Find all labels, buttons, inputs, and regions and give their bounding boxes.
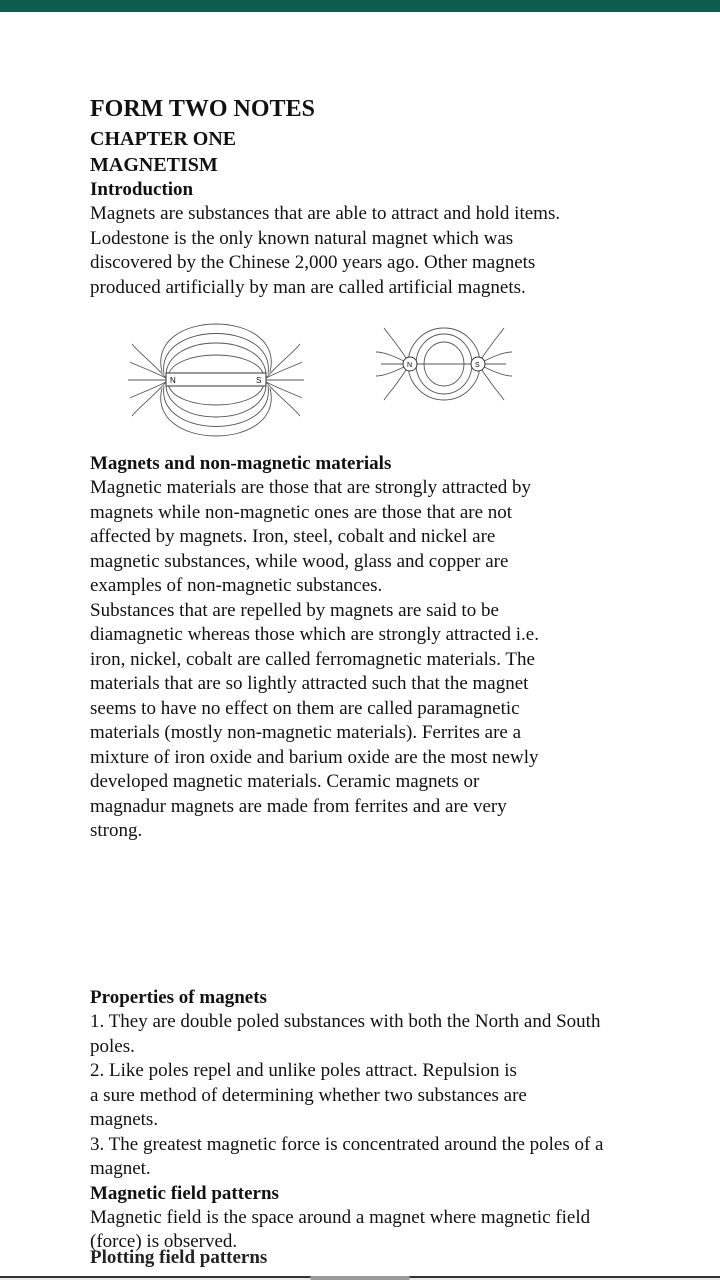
next-heading-text: Plotting field patterns	[90, 1247, 268, 1268]
materials-line: affected by magnets. Iron, steel, cobalt and nickel are	[90, 526, 496, 547]
intro-heading: Introduction	[90, 179, 194, 200]
materials-section	[90, 452, 610, 844]
pole-north-label: N	[407, 362, 413, 369]
bar-south-label: S	[256, 376, 262, 385]
property-line: 3. The greatest magnetic force is concentrated around the poles of a	[90, 1133, 604, 1155]
magnetic-field-figure	[126, 312, 536, 452]
intro-line: produced artificially by man are called artificial magnets.	[90, 276, 526, 298]
materials-line: materials that are so lightly attracted such that the magnet	[90, 673, 529, 694]
properties-section	[90, 986, 680, 1255]
materials-line: mixture of iron oxide and barium oxide are the most newly	[90, 746, 539, 768]
field-patterns-line: (force) is observed.	[90, 1231, 238, 1252]
property-line: 1. They are double poled substances with both the North and South	[90, 1011, 601, 1032]
page-title: FORM TWO NOTES	[90, 96, 315, 122]
bottom-nav-bar	[0, 1276, 720, 1280]
topic-heading: MAGNETISM	[90, 154, 218, 176]
materials-line: Substances that are repelled by magnets are said to be	[90, 599, 499, 621]
materials-line: iron, nickel, cobalt are called ferromagnetic materials. The	[90, 648, 535, 670]
properties-heading: Properties of magnets	[90, 987, 267, 1008]
property-line: magnet.	[90, 1158, 151, 1179]
bar-north-label: N	[170, 376, 176, 385]
property-line: poles.	[90, 1035, 135, 1057]
property-line: magnets.	[90, 1109, 159, 1130]
materials-line: strong.	[90, 820, 143, 841]
home-indicator[interactable]	[310, 1276, 410, 1280]
intro-paragraph	[90, 202, 680, 300]
materials-line: magnets while non-magnetic ones are those that are not	[90, 501, 513, 523]
chapter-heading: CHAPTER ONE	[90, 128, 237, 150]
materials-heading: Magnets and non-magnetic materials	[90, 453, 392, 474]
cut-off-heading	[90, 1247, 270, 1268]
document-page	[90, 92, 680, 300]
materials-line: Magnetic materials are those that are strongly attracted by	[90, 477, 532, 498]
materials-line: diamagnetic whereas those which are strongly attracted i.e.	[90, 624, 539, 645]
materials-line: magnadur magnets are made from ferrites and are very	[90, 795, 507, 817]
property-line: a sure method of determining whether two substances are	[90, 1084, 527, 1106]
intro-line: Lodestone is the only known natural magnet which was	[90, 227, 514, 249]
materials-line: developed magnetic materials. Ceramic magnets or	[90, 771, 480, 792]
pole-south-label: S	[475, 362, 480, 369]
two-pole-field-diagram	[376, 328, 512, 400]
bar-magnet	[166, 373, 266, 386]
field-patterns-heading: Magnetic field patterns	[90, 1182, 279, 1204]
top-status-bar	[0, 0, 720, 12]
materials-line: examples of non-magnetic substances.	[90, 575, 383, 596]
property-line: 2. Like poles repel and unlike poles attract. Repulsion is	[90, 1060, 517, 1081]
intro-line: Magnets are substances that are able to attract and hold items.	[90, 203, 561, 224]
field-patterns-line: Magnetic field is the space around a magnet where magnetic field	[90, 1206, 591, 1228]
intro-line: discovered by the Chinese 2,000 years ago. Other magnets	[90, 252, 536, 273]
materials-line: seems to have no effect on them are called paramagnetic	[90, 697, 520, 719]
materials-line: magnetic substances, while wood, glass and copper are	[90, 550, 509, 572]
materials-line: materials (mostly non-magnetic materials). Ferrites are a	[90, 722, 522, 743]
